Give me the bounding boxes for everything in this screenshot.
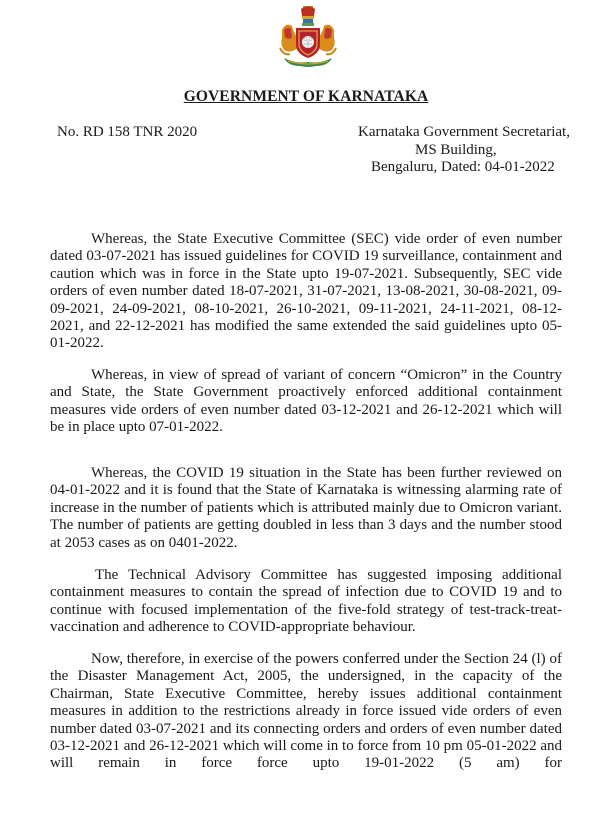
- paragraph-sec-orders: Whereas, the State Executive Committee (SEC) vide order of even number dated 03-07-2021 has issued guidelines for COVID 19 surveillance, containment and caution which was in force in the State upto 19-07-2021. Subsequently, SEC vide orders of even number dated 18-07-2021, 31-07-2021, 13-08-2021, 30-08-2021, 09-09-2021, 24-09-2021, 08-10-2021, 26-10-2021, 09-11-2021, 24-11-2021, 08-12-2021, and 22-12-2021 has modified the same extended the said guidelines upto 05-01-2022.: [50, 231, 562, 352]
- karnataka-state-emblem-icon: [276, 4, 340, 72]
- address-line-building: MS Building,: [415, 141, 497, 158]
- issuing-office-address: [358, 124, 568, 177]
- paragraph-technical-advisory: The Technical Advisory Committee has suggested imposing additional containment measures to contain the spread of infection due to COVID 19 and to continue with focused implementation of the five-fold strategy of test-track-treat-vaccination and adherence to COVID-appropriate behaviour.: [50, 567, 562, 636]
- address-line-secretariat: Karnataka Government Secretariat,: [358, 124, 570, 140]
- address-line-date: Bengaluru, Dated: 04-01-2022: [371, 159, 555, 175]
- document-title: GOVERNMENT OF KARNATAKA: [183, 88, 429, 105]
- paragraph-order-issuance: Now, therefore, in exercise of the powers conferred under the Section 24 (l) of the Disaster Management Act, 2005, the undersigned, in the capacity of the Chairman, State Executive Committee, hereby issues additional containment measures in addition to the restrictions already in force issued vide orders of even number dated 03-07-2021 and its connecting orders and orders of even number dated 03-12-2021 and 26-12-2021 which will come in to force from 10 pm 05-01-2022 and will remain in force force upto 19-01-2022 (5 am) for: [50, 651, 562, 772]
- reference-number: No. RD 158 TNR 2020: [57, 124, 198, 140]
- paragraph-situation-review: Whereas, the COVID 19 situation in the State has been further reviewed on 04-01-2022 and it is found that the State of Karnataka is witnessing alarming rate of increase in the number of patients which is attributed mainly due to Omicron variant. The number of patients are getting doubled in less than 3 days and the number stood at 2053 cases as on 0401-2022.: [50, 465, 562, 551]
- paragraph-omicron-measures: Whereas, in view of spread of variant of concern “Omicron” in the Country and State, the State Government proactively enforced additional containment measures vide orders of even number dated 03-12-2021 and 26-12-2021 which will be in place upto 07-01-2022.: [50, 367, 562, 436]
